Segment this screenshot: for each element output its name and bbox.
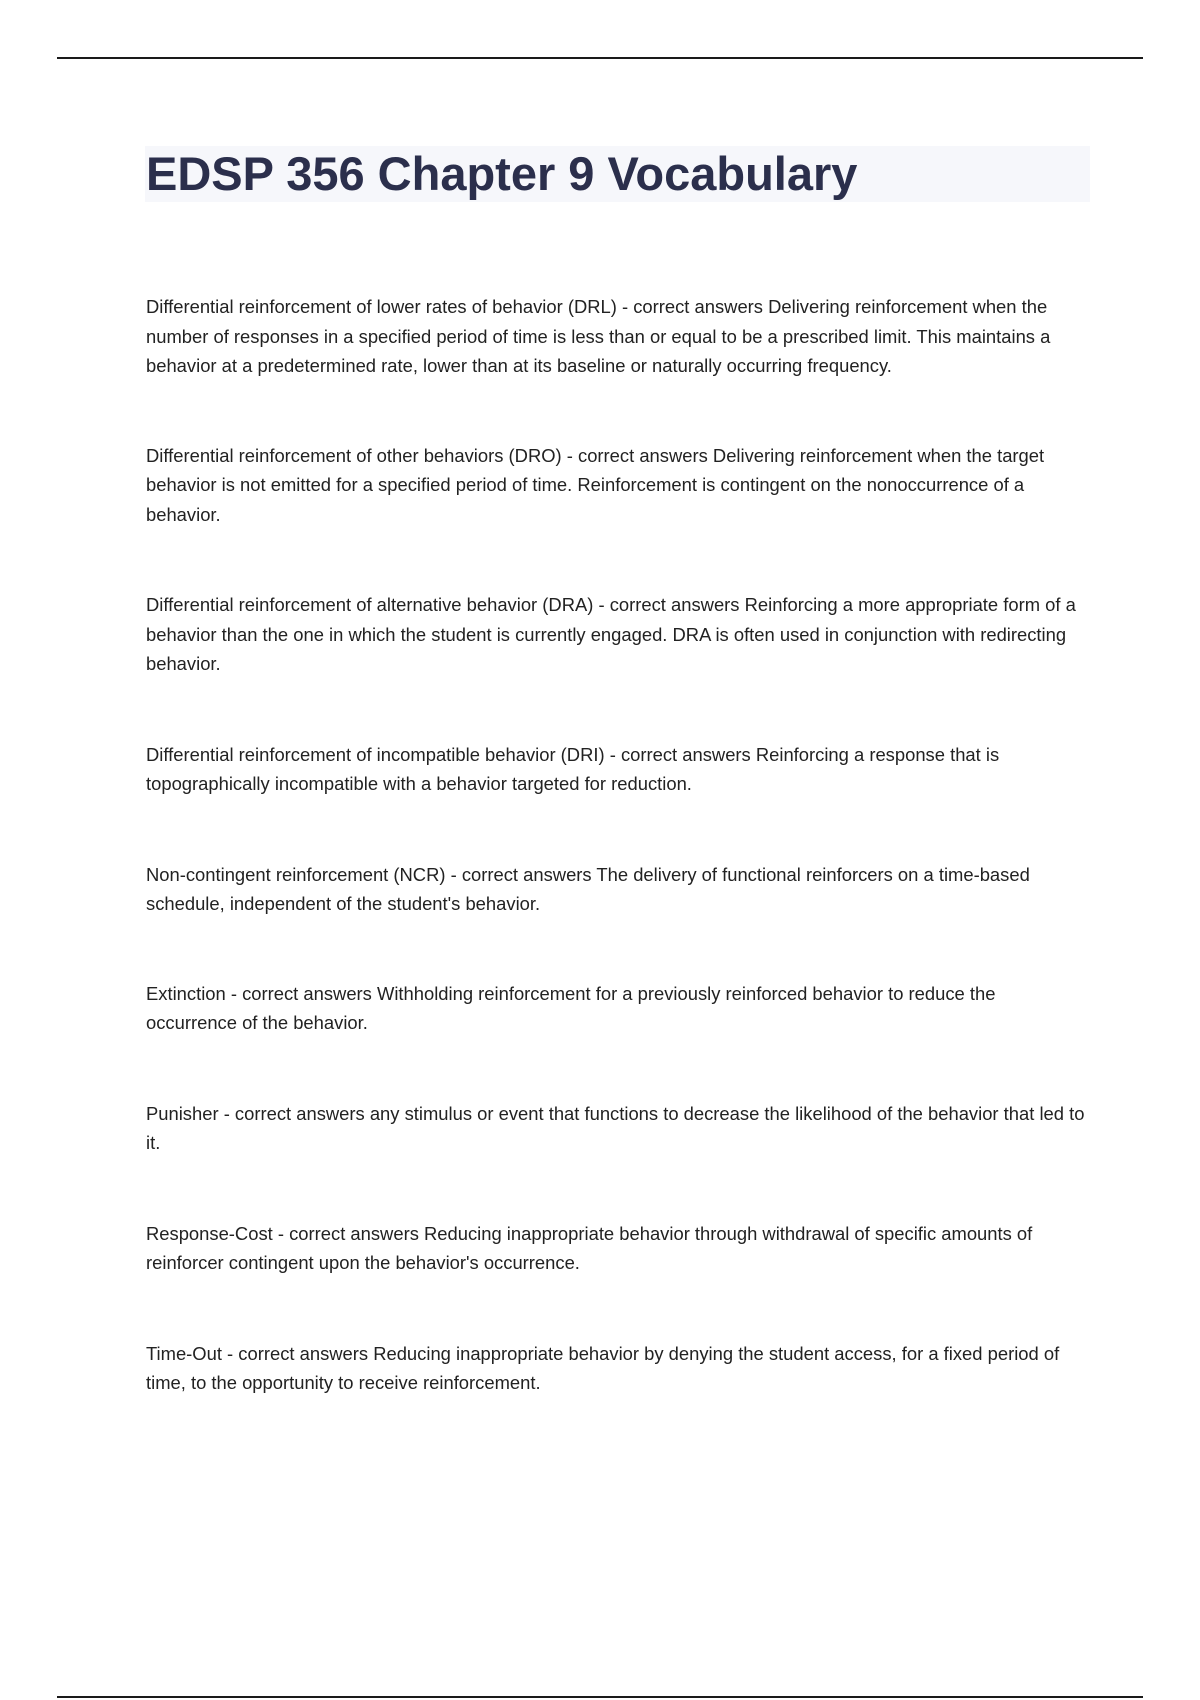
- vocab-entry-drl: Differential reinforcement of lower rates of behavior (DRL) - correct answers Delivering reinforcement when the number of responses in a specified period of time is less than or equal to be a prescribed limit. This maintains a behavior at a predetermined rate, lower than at its baseline or naturally occurring frequency.: [146, 296, 1051, 376]
- page-title: EDSP 356 Chapter 9 Vocabulary: [146, 147, 858, 200]
- vocab-entry-dro: Differential reinforcement of other behaviors (DRO) - correct answers Delivering reinforcement when the target behavior is not emitted for a specified period of time. Reinforcement is contingent on the nonoccurrence of a behavior.: [146, 444, 1045, 525]
- top-rule: [57, 57, 1143, 59]
- vocab-entry-response-cost: Response-Cost - correct answers Reducing inappropriate behavior through withdrawal of specific amounts of reinforcer contingent upon the behavior's occurrence.: [146, 1222, 1033, 1273]
- vocab-entry-dri: Differential reinforcement of incompatible behavior (DRI) - correct answers Reinforcing a response that is topographically incompatible with a behavior targeted for reduction.: [146, 743, 1000, 794]
- vocab-entry-dra: Differential reinforcement of alternative behavior (DRA) - correct answers Reinforcing a more appropriate form of a behavior than the one in which the student is currently engaged. DRA is often used in conjunction with redirecting behavior.: [146, 594, 1076, 674]
- bottom-rule: [57, 1696, 1143, 1698]
- vocabulary-list: [146, 292, 1090, 1398]
- vocab-entry-extinction: Extinction - correct answers Withholding reinforcement for a previously reinforced behavior to reduce the occurrence of the behavior.: [146, 982, 996, 1033]
- vocab-entry-ncr: Non-contingent reinforcement (NCR) - correct answers The delivery of functional reinforcers on a time-based schedule, independent of the student's behavior.: [146, 863, 1030, 914]
- vocab-entry-time-out: Time-Out - correct answers Reducing inappropriate behavior by denying the student access, for a fixed period of time, to the opportunity to receive reinforcement.: [146, 1342, 1060, 1393]
- vocab-entry-punisher: Punisher - correct answers any stimulus or event that functions to decrease the likelihood of the behavior that led to it.: [146, 1102, 1085, 1153]
